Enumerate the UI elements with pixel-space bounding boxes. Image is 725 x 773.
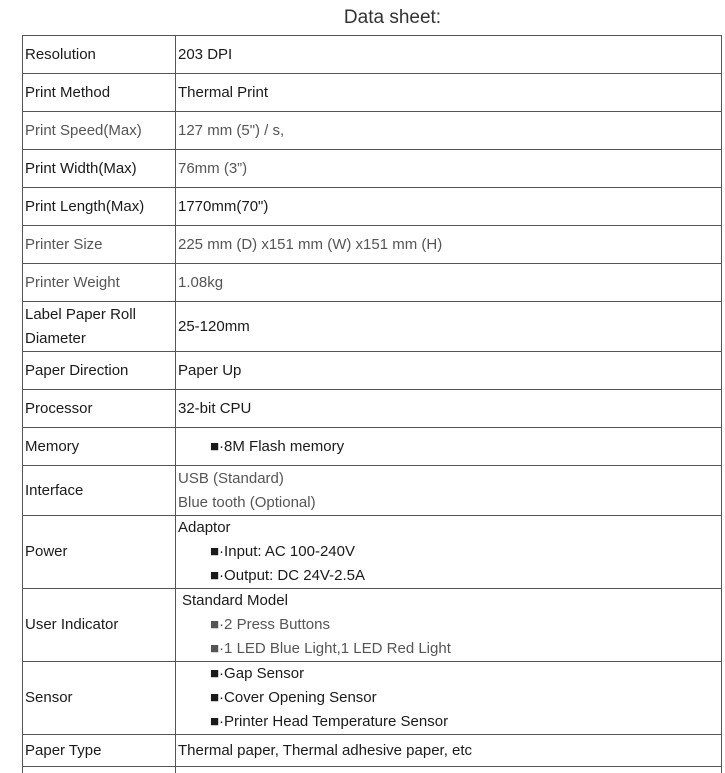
spec-key xyxy=(23,302,176,352)
table-row xyxy=(23,112,722,150)
table-row xyxy=(23,264,722,302)
spec-key-line: Label Paper Roll xyxy=(25,303,175,327)
table-row xyxy=(23,428,722,466)
value-line: Standard Model xyxy=(178,589,721,613)
spec-value: Paper Up xyxy=(176,352,722,390)
spec-value: 32-bit CPU xyxy=(176,390,722,428)
spec-value: 76mm (3”) xyxy=(176,150,722,188)
bullet-item: ■·Input: AC 100-240V xyxy=(178,540,721,564)
spec-key: Memory xyxy=(23,428,176,466)
spec-key: Print Length(Max) xyxy=(23,188,176,226)
bullet-item: ■·1 LED Blue Light,1 LED Red Light xyxy=(178,637,721,661)
spec-value: 1770mm(70") xyxy=(176,188,722,226)
spec-key: Power xyxy=(23,516,176,589)
bullet-item: ■·Gap Sensor xyxy=(178,662,721,686)
spec-key-line: Diameter xyxy=(25,327,175,351)
value-line: USB (Standard) xyxy=(178,467,721,491)
spec-key: Printer Weight xyxy=(23,264,176,302)
spec-key: Print Method xyxy=(23,74,176,112)
spec-value xyxy=(176,466,722,516)
table-row xyxy=(23,36,722,74)
spec-value xyxy=(176,428,722,466)
spec-value: 25-120mm xyxy=(176,302,722,352)
spec-key: Paper Direction xyxy=(23,352,176,390)
page-title: Data sheet: xyxy=(0,7,725,29)
spec-key: Printer Size xyxy=(23,226,176,264)
spec-value: 1.08kg xyxy=(176,264,722,302)
table-row xyxy=(23,662,722,735)
spec-key: Print Speed(Max) xyxy=(23,112,176,150)
value-line: Adaptor xyxy=(178,516,721,540)
data-sheet-table xyxy=(22,35,722,773)
bullet-item: ■·2 Press Buttons xyxy=(178,613,721,637)
table-row xyxy=(23,226,722,264)
bullet-item: ■·8M Flash memory xyxy=(178,435,721,459)
spec-value xyxy=(176,589,722,662)
spec-value: Thermal paper, Thermal adhesive paper, etc xyxy=(176,735,722,767)
table-row xyxy=(23,390,722,428)
spec-key: Interface xyxy=(23,466,176,516)
spec-value: Thermal Print xyxy=(176,74,722,112)
table-row xyxy=(23,352,722,390)
spec-value: 127 mm (5") / s, xyxy=(176,112,722,150)
spec-key: Paper Type xyxy=(23,735,176,767)
table-row xyxy=(23,188,722,226)
table-row xyxy=(23,74,722,112)
spec-key: Sensor xyxy=(23,662,176,735)
table-row xyxy=(23,466,722,516)
spec-value: 225 mm (D) x151 mm (W) x151 mm (H) xyxy=(176,226,722,264)
bullet-item: ■·Printer Head Temperature Sensor xyxy=(178,710,721,734)
table-row xyxy=(23,589,722,662)
spec-key: Print Width(Max) xyxy=(23,150,176,188)
table-row xyxy=(23,516,722,589)
value-line: Blue tooth (Optional) xyxy=(178,491,721,515)
table-row xyxy=(23,150,722,188)
bullet-item: ■·Cover Opening Sensor xyxy=(178,686,721,710)
spec-value: 203 DPI xyxy=(176,36,722,74)
table-row xyxy=(23,302,722,352)
table-row xyxy=(23,735,722,767)
spec-key: Processor xyxy=(23,390,176,428)
spec-key: Resolution xyxy=(23,36,176,74)
spec-value xyxy=(176,662,722,735)
spec-key: User Indicator xyxy=(23,589,176,662)
spec-value xyxy=(176,516,722,589)
bullet-item: ■·Output: DC 24V-2.5A xyxy=(178,564,721,588)
